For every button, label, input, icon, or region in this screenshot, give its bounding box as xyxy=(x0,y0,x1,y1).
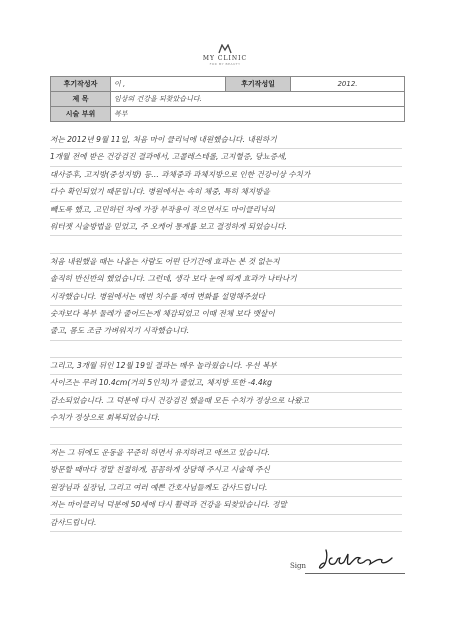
review-line: 솔직히 반신반의 했었습니다. 그런데, 생각 보다 눈에 띄게 효과가 나타나기 xyxy=(50,271,402,288)
review-line: 처음 내원했을 때는 나올는 사람도 어떤 단기간에 효과는 본 것 없는지 xyxy=(50,254,402,271)
review-line xyxy=(50,341,402,358)
date-value: 2012. xyxy=(291,77,405,92)
review-line: 수치가 정상으로 회복되었습니다. xyxy=(50,410,402,427)
review-line xyxy=(50,428,402,445)
review-line: 저는 2012년 9월 11일, 처음 마이 클리닉에 내원했습니다. 내원하기 xyxy=(50,132,402,149)
date-label: 후기작성일 xyxy=(226,77,291,92)
review-line: 숫자보다 복부 둘레가 줄어드는게 체감되었고 이때 전체 보다 뱃살이 xyxy=(50,306,402,323)
author-label: 후기작성자 xyxy=(51,77,111,92)
review-line: 워터젯 시술방법을 믿었고, 주 오케어 통계를 보고 결정하게 되었습니다. xyxy=(50,219,402,236)
review-line xyxy=(50,236,402,253)
review-body xyxy=(50,132,402,532)
logo-brand: MY CLINIC xyxy=(202,55,248,62)
logo-mark-icon xyxy=(218,44,232,54)
review-line: 시작했습니다. 병원에서는 매번 치수를 재며 변화를 설명해주셨다 xyxy=(50,289,402,306)
review-line: 줄고, 몸도 조금 가벼워지기 시작했습니다. xyxy=(50,323,402,340)
logo-sub: FOR MY BEAUTY xyxy=(209,62,241,66)
handwritten-signature xyxy=(318,546,398,572)
review-line: 방문할 때마다 정말 친절하게, 꼼꼼하게 상담해 주시고 시술해 주신 xyxy=(50,462,402,479)
author-value: 이 , xyxy=(111,77,226,92)
signature-line xyxy=(305,573,405,574)
review-line: 원장님과 실장님, 그리고 여러 예쁜 간호사님들께도 감사드립니다. xyxy=(50,480,402,497)
review-line: 저는 그 뒤에도 운동을 꾸준히 하면서 유지하려고 애쓰고 있습니다. xyxy=(50,445,402,462)
area-label: 시술 부위 xyxy=(51,107,111,122)
review-line: 대사증후, 고지방(중성지방) 등… 과체중과 과체지방으로 인한 건강이상 수치가 xyxy=(50,167,402,184)
review-line: 저는 마이클리닉 덕분에 50세에 다시 활력과 건강을 되찾았습니다. 정말 xyxy=(50,497,402,514)
area-value: 복부 xyxy=(111,107,405,122)
review-line: 다수 확인되었기 때문입니다. 병원에서는 속히 체중, 특히 체지방을 xyxy=(50,184,402,201)
review-line: 사이즈는 무려 10.4cm(거의 5인치)가 줄었고, 체지방 또한 -4.4kg xyxy=(50,375,402,392)
review-line: 그리고, 3개월 뒤인 12월 19일 결과는 매우 놀라웠습니다. 우선 복부 xyxy=(50,358,402,375)
review-line: 빼도록 했고, 고민하던 차에 가장 부작용이 적으면서도 마이클리닉의 xyxy=(50,202,402,219)
review-line: 1개월 전에 받은 건강검진 결과에서, 고콜레스테롤, 고지혈증, 당뇨증세, xyxy=(50,149,402,166)
sign-label: Sign xyxy=(290,562,307,570)
review-line: 감사드립니다. xyxy=(50,515,402,532)
clinic-logo xyxy=(0,44,450,66)
title-value: 임상의 건강을 되찾았습니다. xyxy=(111,92,405,107)
review-header-table xyxy=(50,76,405,122)
review-line: 감소되었습니다. 그 덕분에 다시 건강검진 했을때 모든 수치가 정상으로 나왔고 xyxy=(50,393,402,410)
title-label: 제 목 xyxy=(51,92,111,107)
